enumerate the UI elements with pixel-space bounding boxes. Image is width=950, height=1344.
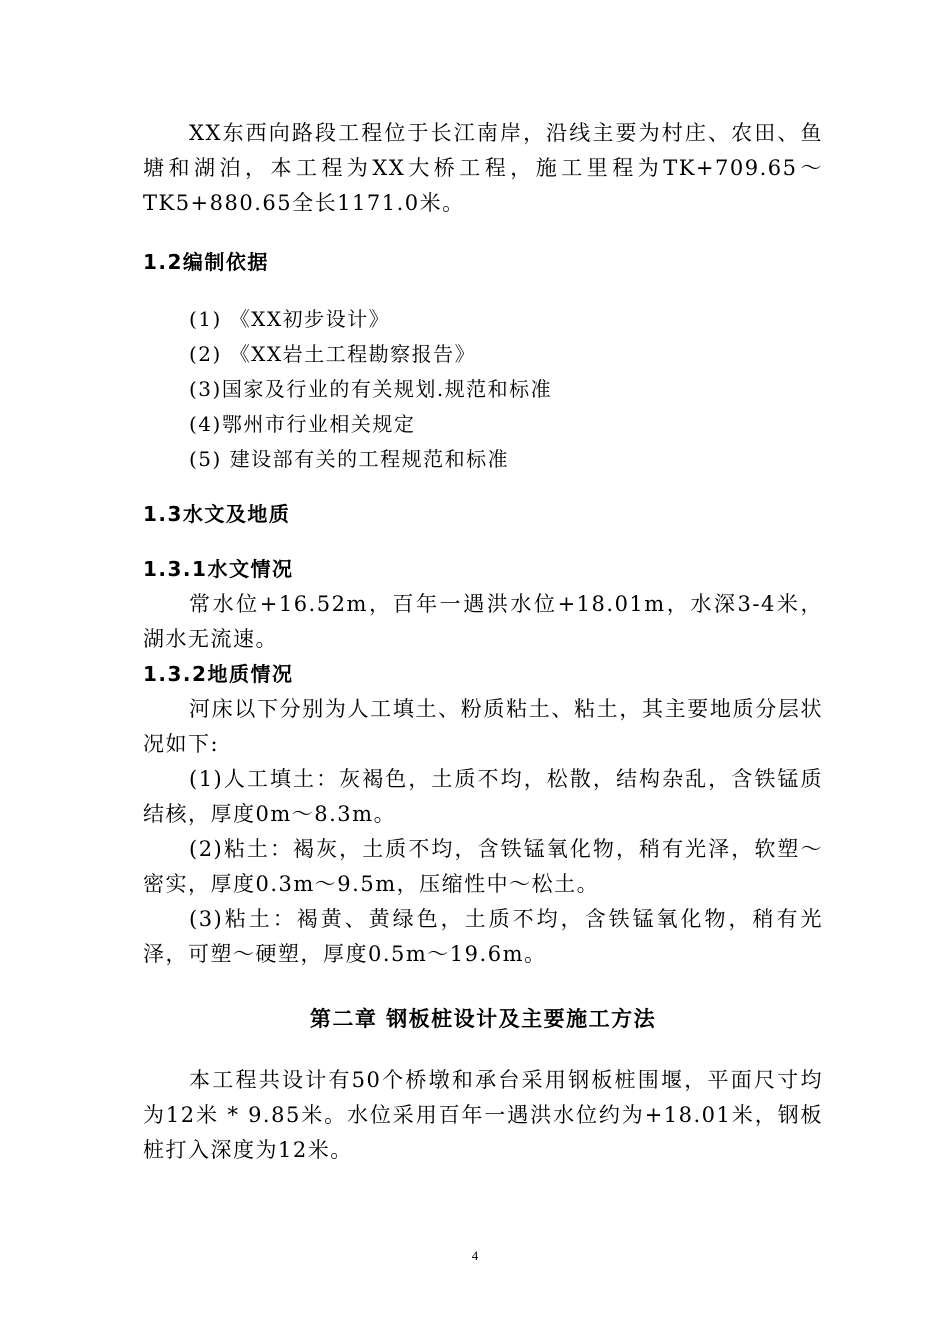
list-item: (1) 《XX初步设计》 [189, 307, 391, 331]
basis-list [143, 302, 823, 477]
section-heading-1-3: 1.3水文及地质 [143, 502, 291, 526]
intro-paragraph: XX东西向路段工程位于长江南岸，沿线主要为村庄、农田、鱼塘和湖泊，本工程为XX大桥工程，施工里程为TK+709.65～TK5+880.65全长1171.0米。 [143, 121, 823, 215]
list-item: (5) 建设部有关的工程规范和标准 [189, 447, 510, 471]
geology-layer-paragraph: (1)人工填土：灰褐色，土质不均，松散，结构杂乱，含铁锰质结核，厚度0m～8.3m。 [143, 767, 823, 826]
subsection-heading-1-3-1: 1.3.1水文情况 [143, 557, 294, 581]
chapter-paragraph: 本工程共设计有50个桥墩和承台采用钢板桩围堰，平面尺寸均为12米 * 9.85米。水位采用百年一遇洪水位约为+18.01米，钢板桩打入深度为12米。 [143, 1068, 823, 1162]
list-item: (3)国家及行业的有关规划.规范和标准 [189, 377, 553, 401]
geology-layer-paragraph: (3)粘土：褐黄、黄绿色，土质不均，含铁锰氧化物，稍有光泽，可塑～硬塑，厚度0.5m～19.6m。 [143, 907, 823, 966]
hydrology-paragraph: 常水位+16.52m，百年一遇洪水位+18.01m，水深3-4米，湖水无流速。 [143, 592, 823, 651]
geology-paragraph: 河床以下分别为人工填土、粉质粘土、粘土，其主要地质分层状况如下: [143, 697, 823, 756]
chapter-title: 第二章 钢板桩设计及主要施工方法 [309, 1007, 657, 1031]
page-number: 4 [471, 1248, 479, 1263]
subsection-heading-1-3-2: 1.3.2地质情况 [143, 662, 294, 686]
list-item: (2) 《XX岩土工程勘察报告》 [189, 342, 477, 366]
section-heading-1-2: 1.2编制依据 [143, 250, 269, 274]
list-item: (4)鄂州市行业相关规定 [189, 412, 416, 436]
geology-layer-paragraph: (2)粘土：褐灰，土质不均，含铁锰氧化物，稍有光泽，软塑～密实，厚度0.3m～9.5m，压缩性中～松土。 [143, 837, 823, 896]
page-content [143, 116, 823, 1168]
